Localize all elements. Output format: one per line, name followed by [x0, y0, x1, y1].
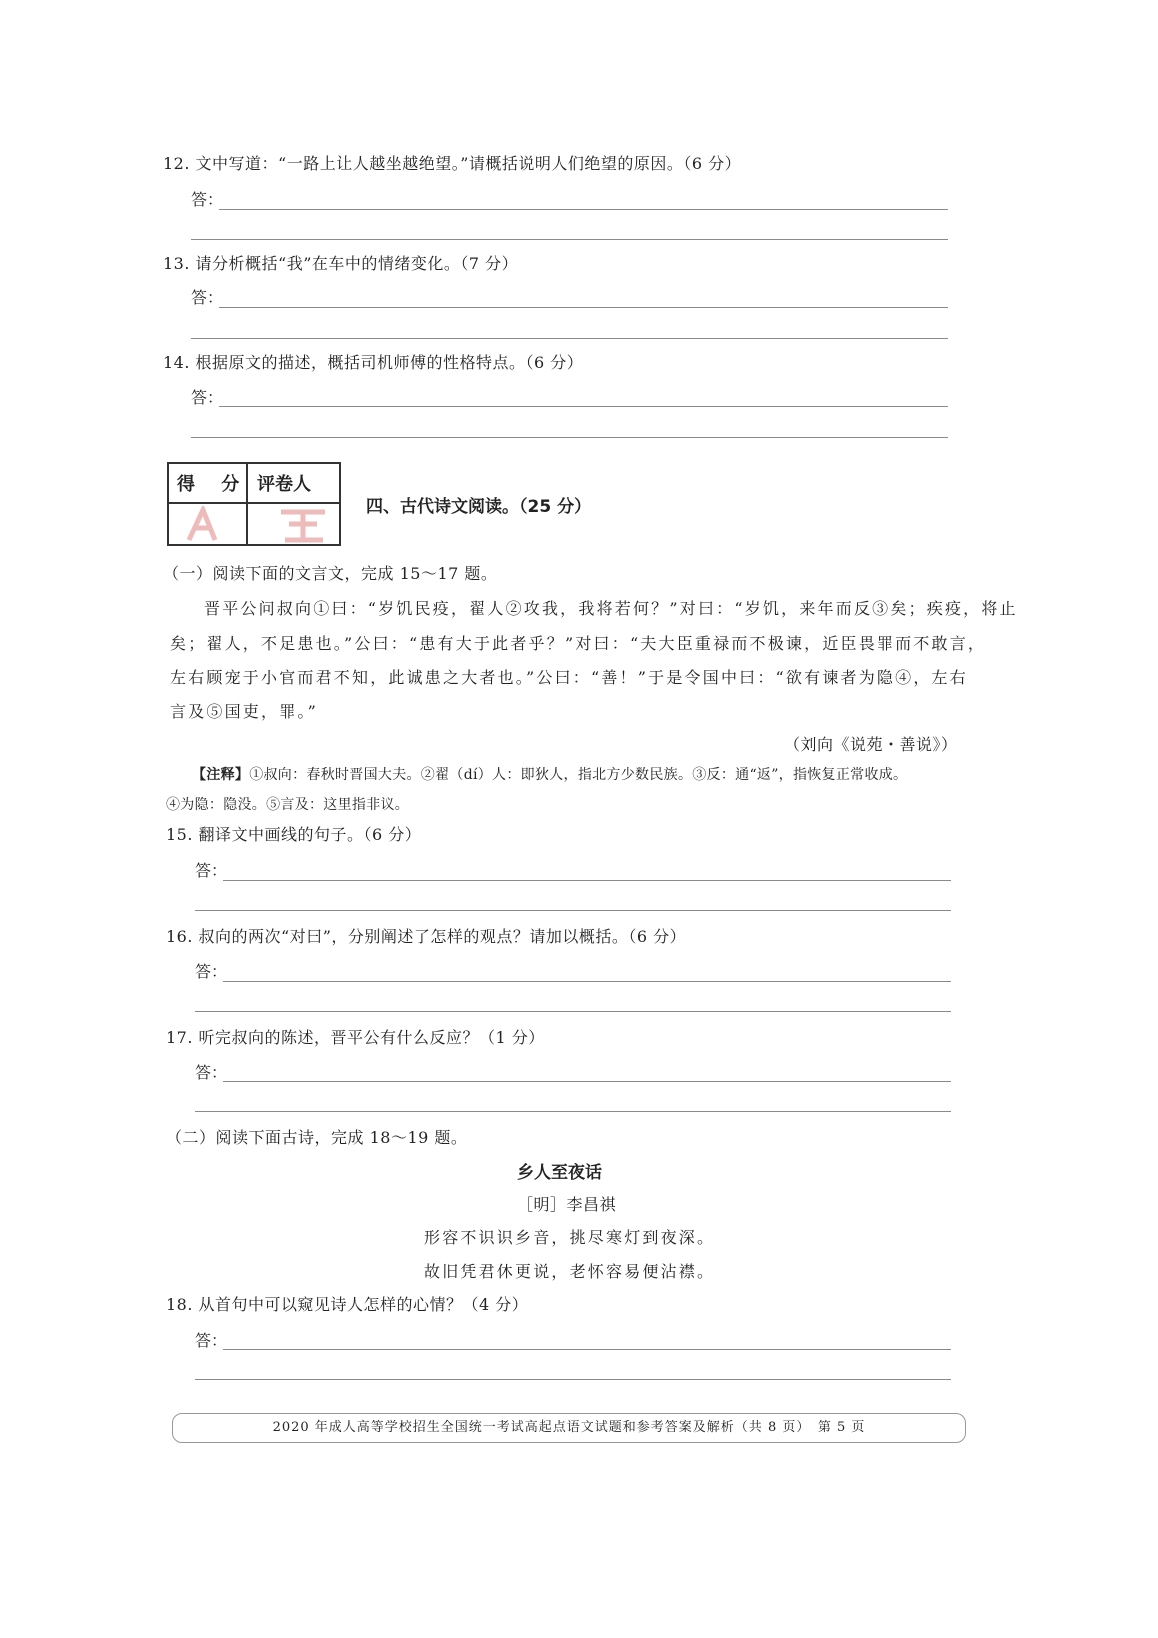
passage-line: 晋平公问叔向①曰：“岁饥民疫，翟人②攻我，我将若何？”对曰：“岁饥，来年而反③矣；疾疫，将止	[204, 599, 1018, 618]
question-12: 12. 文中写道：“一路上让人越坐越绝望。”请概括说明人们绝望的原因。（6 分）	[163, 154, 742, 173]
answer-line[interactable]	[191, 437, 948, 438]
part-two-intro: （二）阅读下面古诗，完成 18～19 题。	[166, 1128, 468, 1147]
answer-line[interactable]	[223, 1081, 951, 1082]
answer-line[interactable]	[195, 1011, 951, 1012]
answer-label-16: 答：	[195, 962, 228, 981]
answer-line[interactable]	[223, 1349, 951, 1350]
part-one-intro: （一）阅读下面的文言文，完成 15～17 题。	[163, 564, 498, 583]
passage-source: （刘向《说苑・善说》）	[784, 735, 958, 754]
score-table	[167, 462, 341, 546]
answer-label-15: 答：	[195, 861, 228, 880]
answer-line[interactable]	[195, 910, 951, 911]
answer-label-17: 答：	[195, 1063, 228, 1082]
answer-line[interactable]	[223, 981, 951, 982]
answer-line[interactable]	[219, 307, 948, 308]
grader-label: 评卷人	[257, 474, 311, 495]
answer-label-18: 答：	[195, 1331, 228, 1350]
answer-line[interactable]	[191, 239, 948, 240]
answer-line[interactable]	[219, 209, 948, 210]
annotation-line	[192, 764, 907, 784]
question-15: 15. 翻译文中画线的句子。（6 分）	[166, 825, 422, 844]
passage-line: 左右顾宠于小官而君不知，此诚患之大者也。”公曰：“善！”于是令国中曰：“欲有谏者为隐④，左右	[170, 668, 968, 687]
answer-label-14: 答：	[191, 388, 224, 407]
question-17: 17. 听完叔向的陈述，晋平公有什么反应？（1 分）	[166, 1028, 545, 1047]
footer-text: 2020 年成人高等学校招生全国统一考试高起点语文试题和参考答案及解析（共 8 页） 第 5 页	[272, 1420, 866, 1435]
question-13: 13. 请分析概括“我”在车中的情绪变化。（7 分）	[163, 254, 519, 273]
score-label: 得 分	[177, 474, 250, 495]
question-16: 16. 叔向的两次“对曰”，分别阐述了怎样的观点？请加以概括。（6 分）	[166, 927, 687, 946]
passage-line: 言及⑤国吏，罪。”	[170, 702, 318, 721]
answer-label-12: 答：	[191, 190, 224, 209]
poem-author: ［明］李昌祺	[517, 1195, 617, 1214]
section-title: 四、古代诗文阅读。（25 分）	[366, 497, 592, 517]
answer-line[interactable]	[195, 1111, 951, 1112]
page-footer	[172, 1413, 966, 1443]
annotation-text: ①叔向：春秋时晋国大夫。②翟（dí）人：即狄人，指北方少数民族。③反：通“返”，指恢复正常收成。	[249, 767, 908, 783]
question-14: 14. 根据原文的描述，概括司机师傅的性格特点。（6 分）	[163, 353, 584, 372]
answer-line[interactable]	[191, 338, 948, 339]
poem-line: 形容不识识乡音，挑尽寒灯到夜深。	[424, 1228, 716, 1247]
question-18: 18. 从首句中可以窥见诗人怎样的心情？（4 分）	[166, 1295, 529, 1314]
grader-cell[interactable]	[248, 504, 341, 546]
answer-line[interactable]	[219, 406, 948, 407]
answer-line[interactable]	[195, 1379, 951, 1380]
poem-title: 乡人至夜话	[517, 1163, 602, 1183]
answer-label-13: 答：	[191, 288, 224, 307]
score-cell[interactable]	[169, 504, 246, 546]
poem-line: 故旧凭君休更说，老怀容易便沾襟。	[424, 1262, 716, 1281]
annotation-label: 【注释】	[192, 767, 250, 783]
passage-line: 矣；翟人，不足患也。”公曰：“患有大于此者乎？”对曰：“夫大臣重禄而不极谏，近臣畏罪而不敢言，	[170, 634, 987, 653]
annotation-line-2: ④为隐：隐没。⑤言及：这里指非议。	[166, 797, 410, 813]
answer-line[interactable]	[223, 880, 951, 881]
